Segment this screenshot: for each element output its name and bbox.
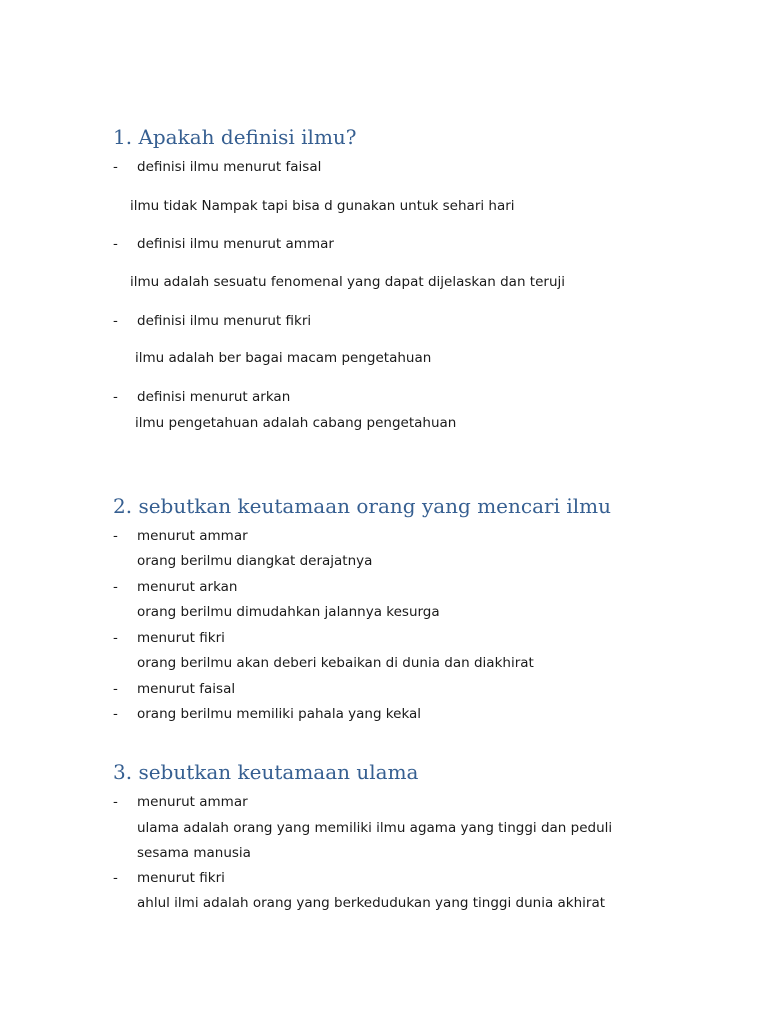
definition-arkan-label: definisi menurut arkan [137, 389, 291, 405]
ulama-fikri-label: menurut fikri [137, 870, 225, 886]
ulama-fikri-text: ahlul ilmi adalah orang yang berkedudukan yang tinggi dunia akhirat [137, 895, 606, 911]
bullet-dash: - [113, 389, 118, 405]
section-1-heading: 1. Apakah definisi ilmu? [113, 125, 357, 149]
section-2-heading: 2. sebutkan keutamaan orang yang mencari ilmu [113, 494, 611, 518]
definition-ammar-label: definisi ilmu menurut ammar [137, 236, 334, 252]
bullet-dash: - [113, 313, 118, 329]
section-3-heading: 3. sebutkan keutamaan ulama [113, 760, 419, 784]
virtue-faisal-text: orang berilmu memiliki pahala yang kekal [137, 706, 422, 722]
bullet-dash: - [113, 794, 118, 810]
virtue-ammar-text: orang berilmu diangkat derajatnya [137, 553, 373, 569]
virtue-arkan-label: menurut arkan [137, 579, 238, 595]
virtue-arkan-text: orang berilmu dimudahkan jalannya kesurga [137, 604, 440, 620]
ulama-ammar-text-continued: sesama manusia [137, 845, 251, 861]
bullet-dash: - [113, 706, 118, 722]
virtue-ammar-label: menurut ammar [137, 528, 248, 544]
virtue-faisal-label: menurut faisal [137, 681, 236, 697]
bullet-dash: - [113, 159, 118, 175]
definition-fikri-text: ilmu adalah ber bagai macam pengetahuan [135, 350, 432, 366]
definition-arkan-text: ilmu pengetahuan adalah cabang pengetahuan [135, 415, 457, 431]
definition-faisal-label: definisi ilmu menurut faisal [137, 159, 322, 175]
definition-faisal-text: ilmu tidak Nampak tapi bisa d gunakan untuk sehari hari [130, 198, 515, 214]
virtue-fikri-text: orang berilmu akan deberi kebaikan di dunia dan diakhirat [137, 655, 534, 671]
ulama-ammar-text: ulama adalah orang yang memiliki ilmu agama yang tinggi dan peduli [137, 820, 613, 836]
ulama-ammar-label: menurut ammar [137, 794, 248, 810]
bullet-dash: - [113, 579, 118, 595]
bullet-dash: - [113, 236, 118, 252]
bullet-dash: - [113, 870, 118, 886]
bullet-dash: - [113, 681, 118, 697]
definition-ammar-text: ilmu adalah sesuatu fenomenal yang dapat dijelaskan dan teruji [130, 274, 566, 290]
definition-fikri-label: definisi ilmu menurut fikri [137, 313, 312, 329]
bullet-dash: - [113, 630, 118, 646]
bullet-dash: - [113, 528, 118, 544]
virtue-fikri-label: menurut fikri [137, 630, 225, 646]
